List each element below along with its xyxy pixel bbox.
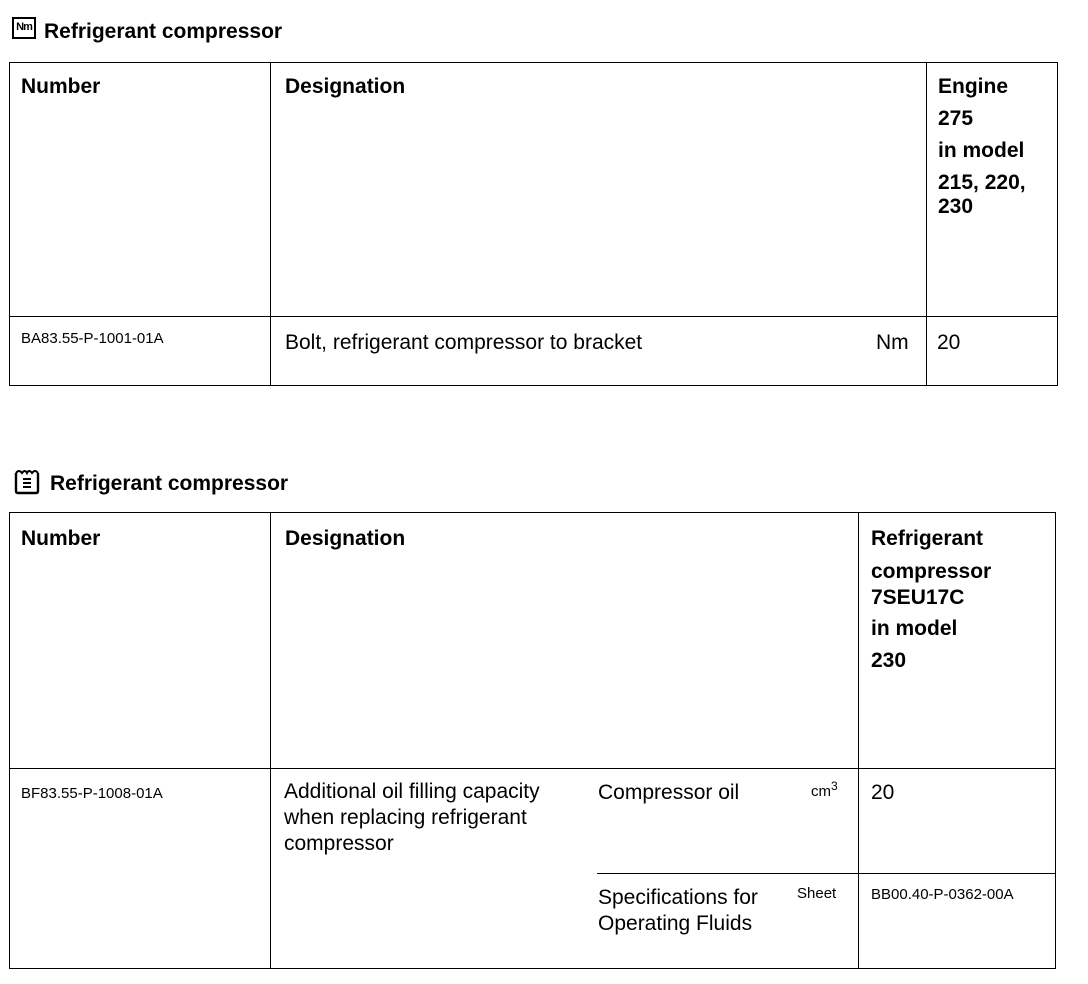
section2-title: Refrigerant compressor [50, 472, 289, 495]
row-designation [284, 779, 540, 857]
item-compressor-oil: Compressor oil [598, 781, 740, 804]
item-specifications-unit: Sheet [797, 885, 837, 902]
header-number: Number [21, 527, 101, 550]
header-compressor-line: compressor [871, 560, 992, 583]
item-compressor-oil-unit: $cm^3$ [811, 779, 838, 800]
row-designation-line: when replacing refrigerant [284, 806, 527, 829]
item-specifications [598, 885, 758, 937]
header-engine [938, 71, 1026, 219]
header-engine-line: 215, 220, [938, 171, 1026, 194]
header-compressor-line: 230 [871, 649, 907, 672]
row-number: BA83.55-P-1001-01A [21, 330, 164, 347]
header-compressor-line: in model [871, 617, 958, 640]
header-engine-line: 275 [938, 107, 974, 130]
row-value: 20 [937, 331, 961, 354]
item-specifications-value: BB00.40-P-0362-00A [871, 886, 1014, 903]
header-compressor-line: Refrigerant [871, 527, 984, 550]
header-engine-line: Engine [938, 75, 1009, 98]
section1-heading [12, 20, 282, 44]
header-number: Number [21, 75, 101, 98]
row-designation-line: Additional oil filling capacity [284, 780, 540, 803]
item-compressor-oil-value: 20 [871, 781, 895, 804]
item-specifications-line: Specifications for [598, 886, 758, 909]
header-designation: Designation [285, 527, 406, 550]
header-designation: Designation [285, 75, 406, 98]
section2-heading [12, 470, 288, 498]
header-compressor-line: 7SEU17C [871, 586, 965, 609]
header-engine-line: in model [938, 139, 1025, 162]
filling-capacity-icon [12, 467, 42, 495]
row-designation-line: compressor [284, 832, 394, 855]
filling-capacity-table [9, 512, 1056, 969]
row-number: BF83.55-P-1008-01A [21, 785, 163, 802]
torque-nm-icon: Nm [12, 17, 36, 39]
header-compressor [871, 523, 991, 677]
section1-title: Refrigerant compressor [44, 20, 283, 43]
header-engine-line: 230 [938, 195, 974, 218]
row-unit: Nm [876, 331, 909, 354]
item-specifications-line: Operating Fluids [598, 912, 753, 935]
torque-table [9, 62, 1058, 386]
row-designation: Bolt, refrigerant compressor to bracket [285, 331, 643, 354]
